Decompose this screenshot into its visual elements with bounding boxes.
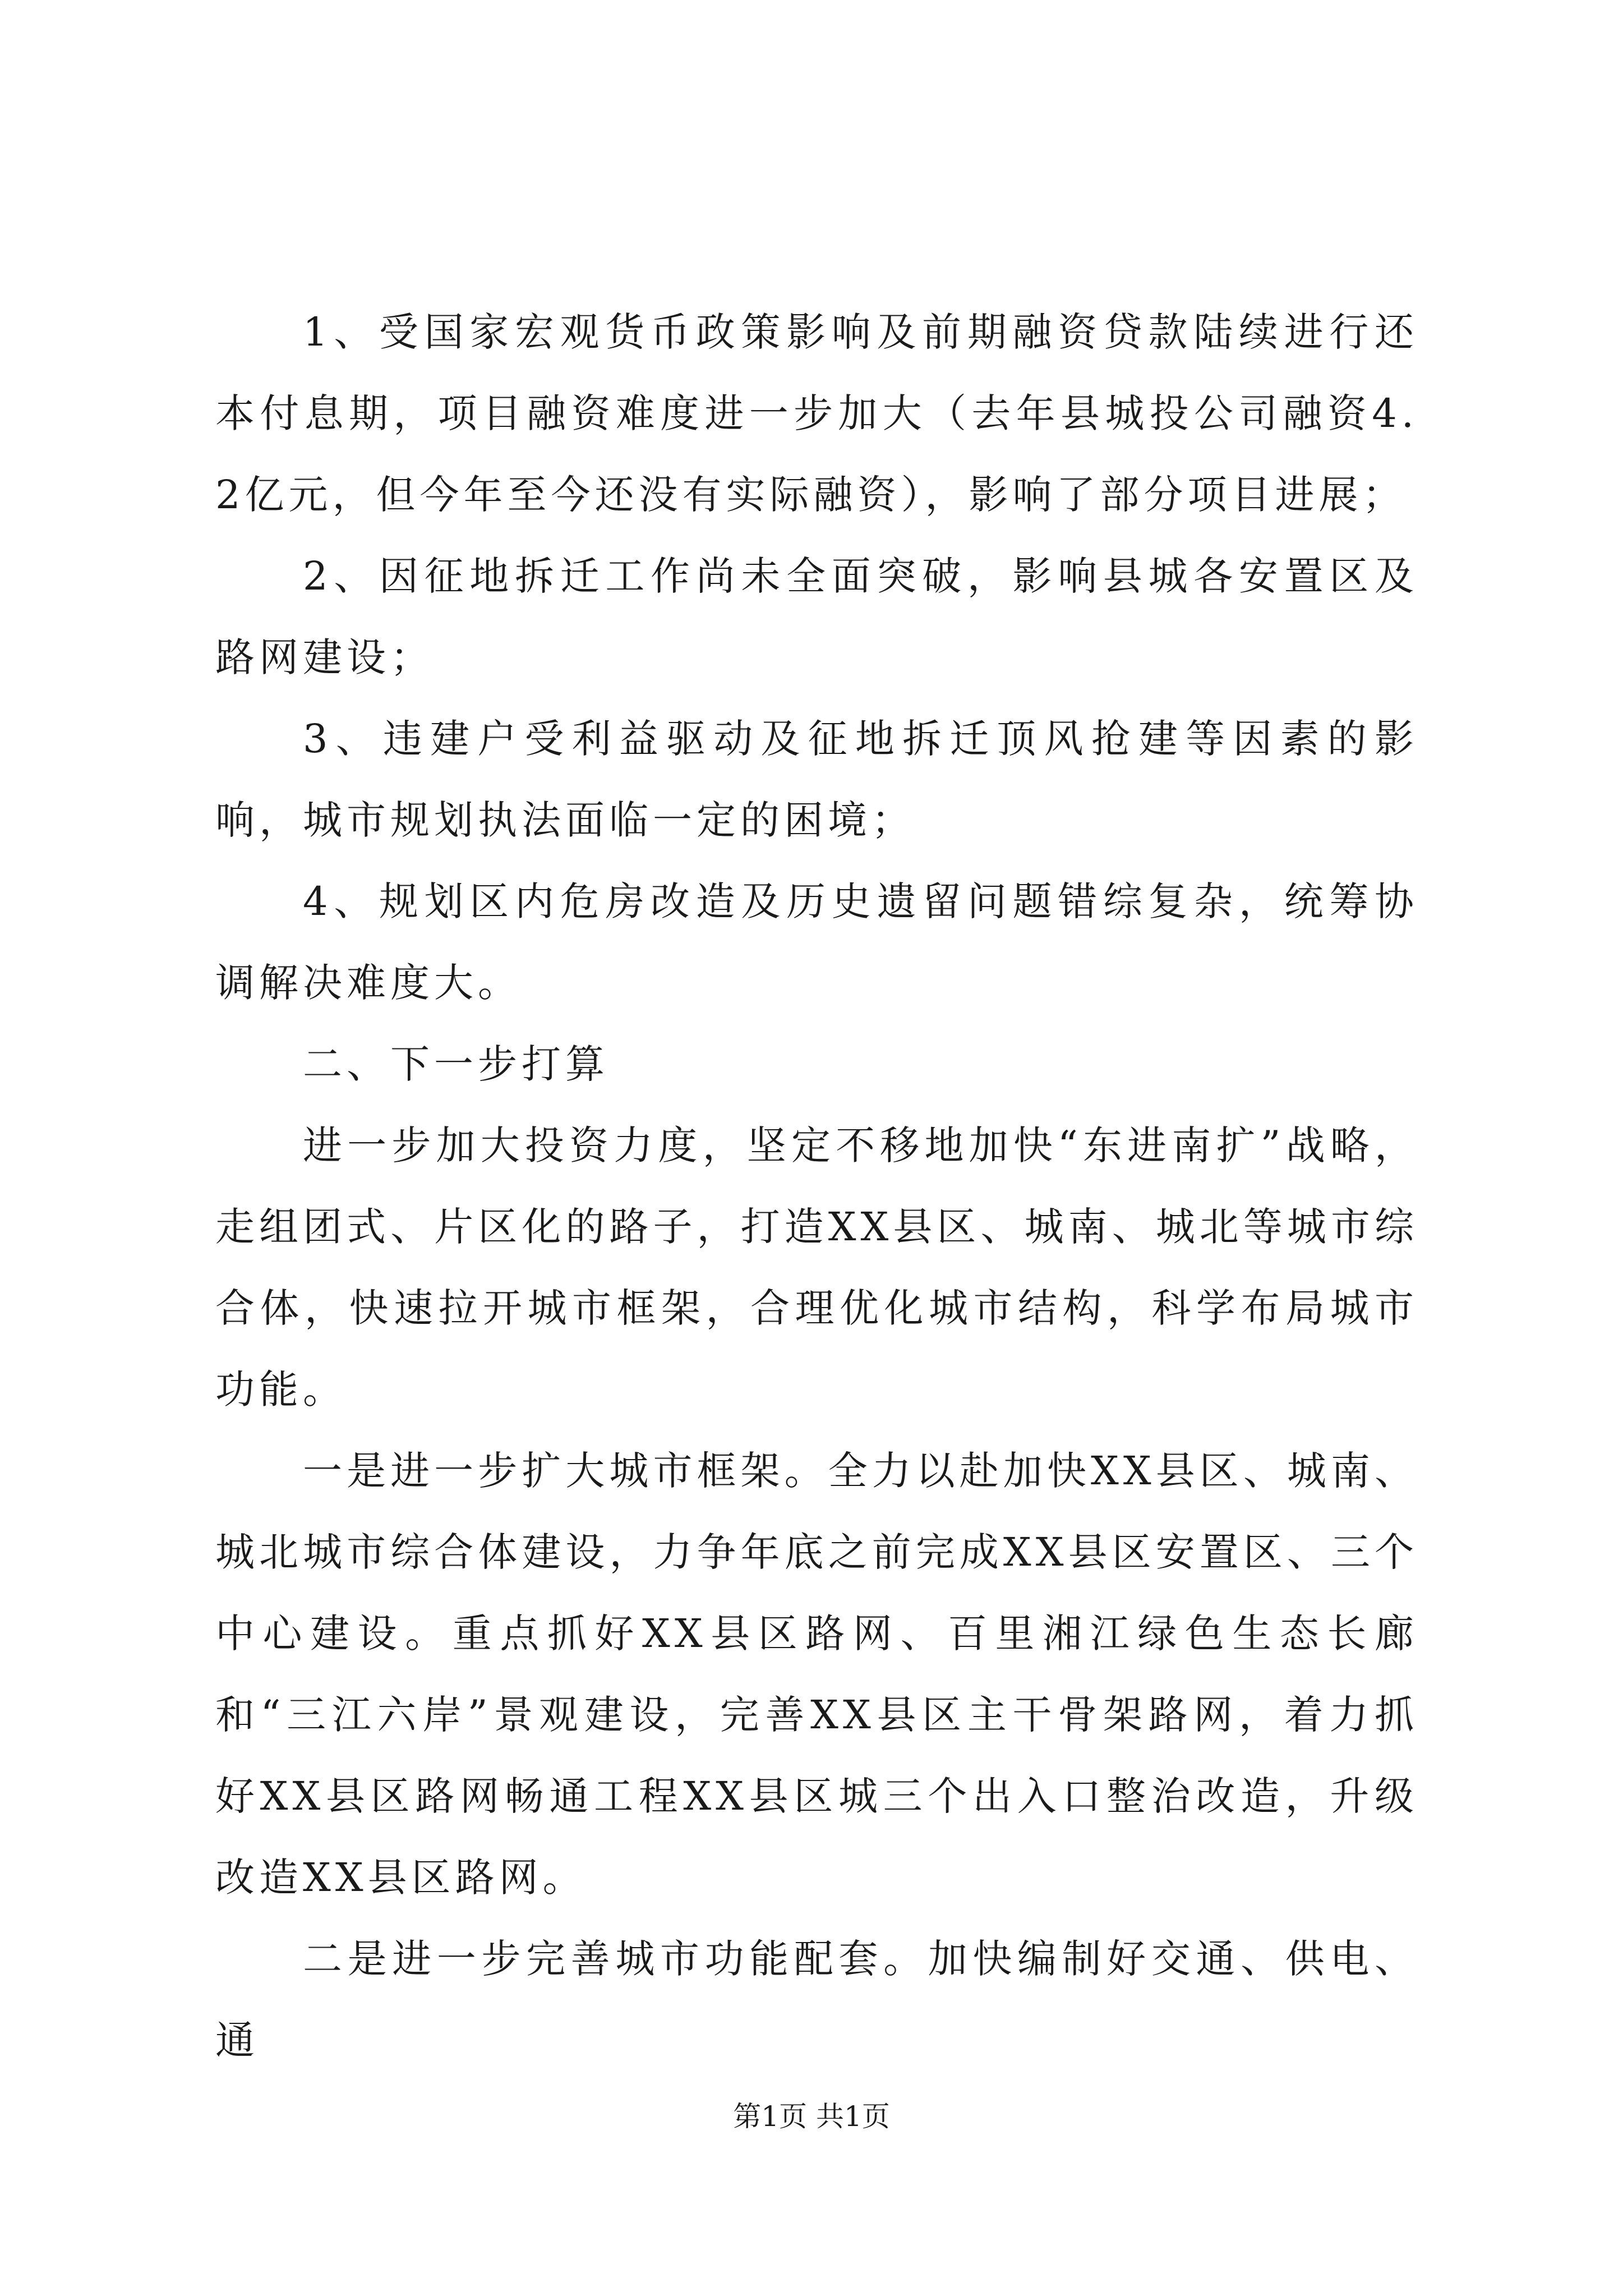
page-footer: 第1页 共1页: [733, 2100, 890, 2133]
paragraph-item-3: 3、违建户受利益驱动及征地拆迁顶风抢建等因素的影响，城市规划执法面临一定的困境；: [215, 716, 1418, 843]
paragraph-item-2: 2、因征地拆迁工作尚未全面突破，影响县城各安置区及路网建设；: [215, 553, 1418, 680]
document-body: [215, 292, 1418, 2081]
paragraph-point-two: 二是进一步完善城市功能配套。加快编制好交通、供电、通: [215, 1936, 1418, 2063]
section-heading-next-steps: 二、下一步打算: [303, 1041, 609, 1087]
paragraph-item-1: 1、受国家宏观货币政策影响及前期融资贷款陆续进行还本付息期，项目融资难度进一步加大（去年县城投公司融资4.2亿元，但今年至今还没有实际融资），影响了部分项目进展；: [215, 309, 1418, 518]
paragraph-item-4: 4、规划区内危房改造及历史遗留问题错综复杂，统筹协调解决难度大。: [215, 878, 1418, 1006]
paragraph-point-one: 一是进一步扩大城市框架。全力以赴加快XX县区、城南、城北城市综合体建设，力争年底之前完成XX县区安置区、三个中心建设。重点抓好XX县区路网、百里湘江绿色生态长廊和“三江六岸”景观建设，完善XX县区主干骨架路网，着力抓好XX县区路网畅通工程XX县区城三个出入口整治改造，升级改造XX县区路网。: [215, 1448, 1418, 1901]
paragraph-intro-strategy: 进一步加大投资力度，坚定不移地加快“东进南扩”战略，走组团式、片区化的路子，打造XX县区、城南、城北等城市综合体，快速拉开城市框架，合理优化城市结构，科学布局城市功能。: [215, 1122, 1418, 1412]
